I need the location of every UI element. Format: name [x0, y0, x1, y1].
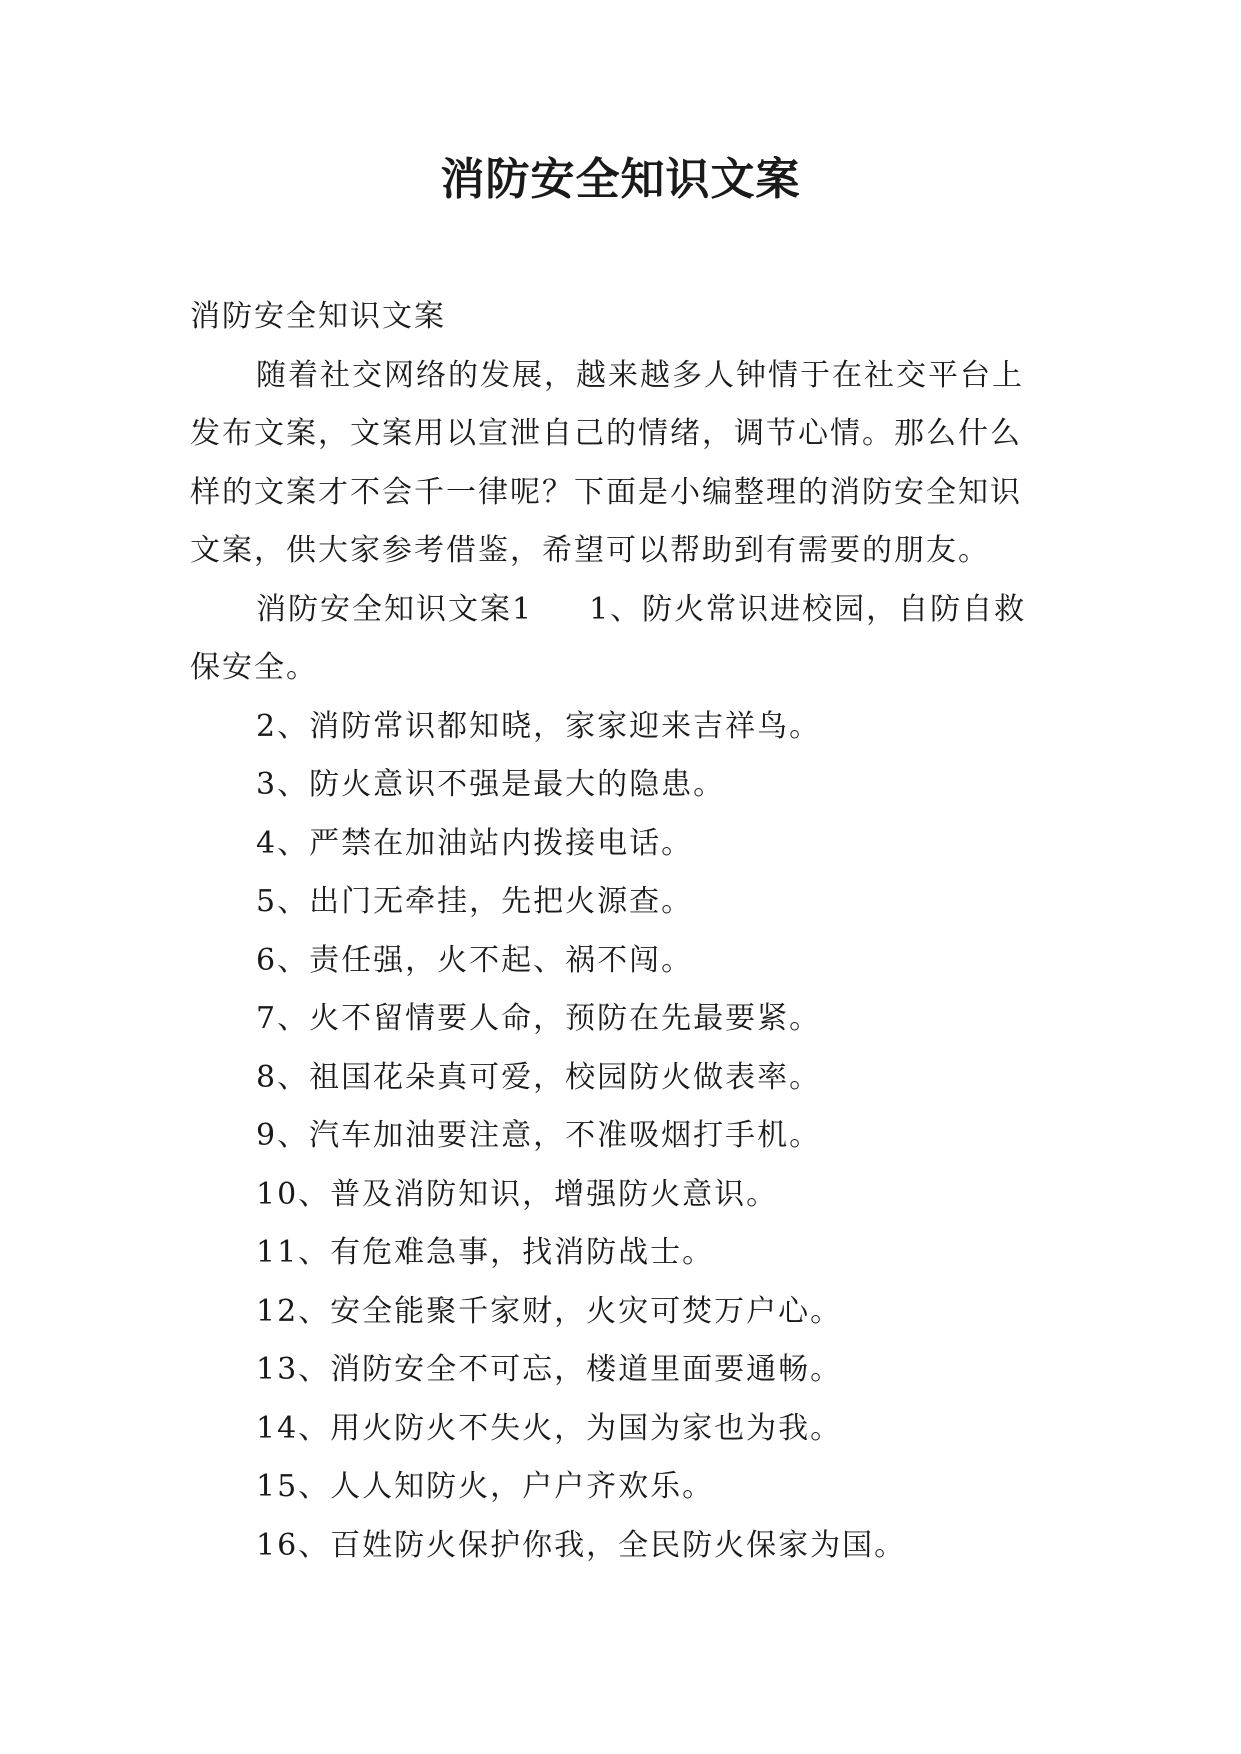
- section-heading: 消防安全知识文案1: [256, 591, 534, 627]
- section-paragraph: [190, 581, 1050, 698]
- list-item: 15、人人知防火，户户齐欢乐。: [256, 1469, 715, 1504]
- document-title: 消防安全知识文案: [440, 154, 801, 205]
- intro-paragraph: 随着社交网络的发展，越来越多人钟情于在社交平台上发布文案，文案用以宣泄自己的情绪，调节心情。那么什么样的文案才不会千一律呢？下面是小编整理的消防安全知识文案，供大家参考借鉴，希望可以帮助到有需要的朋友。: [190, 357, 1024, 568]
- list-item: 13、消防安全不可忘，楼道里面要通畅。: [256, 1352, 843, 1387]
- list-item: 3、防火意识不强是最大的隐患。: [256, 767, 726, 802]
- list-item: 12、安全能聚千家财，火灾可焚万户心。: [256, 1293, 843, 1329]
- list-item: 6、责任强，火不起、祸不闯。: [256, 942, 694, 978]
- list-item: 7、火不留情要人命，预防在先最要紧。: [256, 1001, 822, 1036]
- list-item: 14、用火防火不失火，为国为家也为我。: [256, 1410, 843, 1446]
- list-item: 10、普及消防知识，增强防火意识。: [256, 1176, 779, 1212]
- list-item-1: 1、防火常识进校园，自防自救保安全。: [190, 591, 1027, 685]
- list-item: 4、严禁在加油站内拨接电话。: [256, 825, 694, 861]
- document-body: [190, 288, 1050, 1575]
- list-item: 2、消防常识都知晓，家家迎来吉祥鸟。: [256, 708, 822, 744]
- list-item: 9、汽车加油要注意，不准吸烟打手机。: [256, 1118, 822, 1153]
- list-item: 8、祖国花朵真可爱，校园防火做表率。: [256, 1059, 822, 1095]
- list-item: 11、有危难急事，找消防战士。: [256, 1235, 715, 1270]
- subtitle: 消防安全知识文案: [190, 299, 446, 334]
- list-item: 16、百姓防火保护你我，全民防火保家为国。: [256, 1527, 907, 1563]
- list-item: 5、出门无牵挂，先把火源查。: [256, 884, 694, 919]
